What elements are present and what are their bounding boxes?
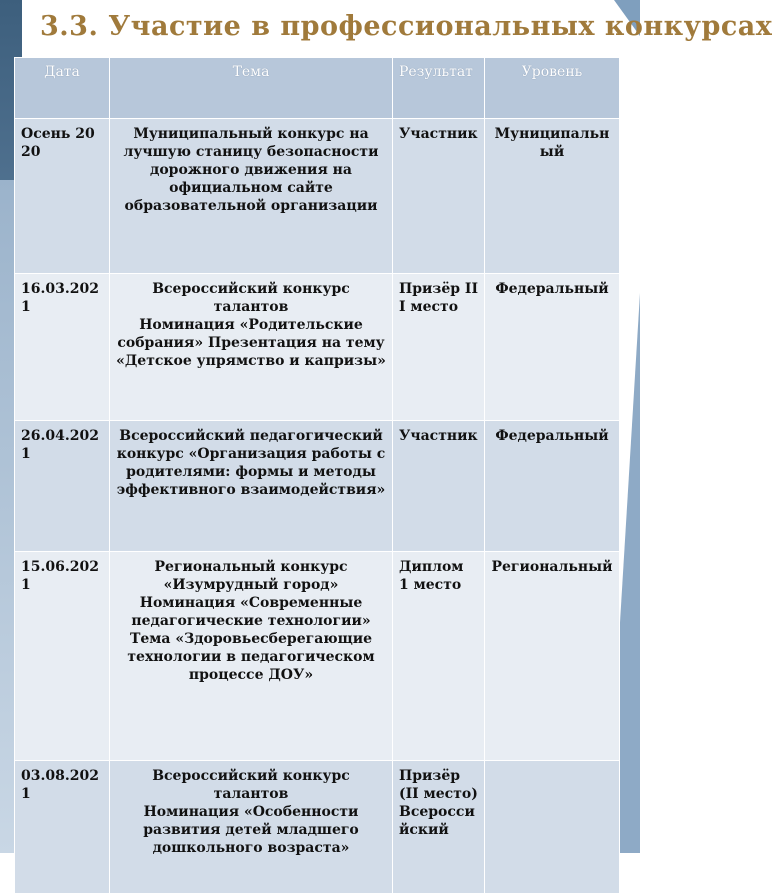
table-row [15,552,620,761]
cell-level: Федеральный [485,421,620,552]
header-topic: Тема [110,58,393,119]
cell-level: Федеральный [485,274,620,421]
cell-result: Диплом 1 место [393,552,485,761]
table-row [15,761,620,894]
cell-result: Участник [393,421,485,552]
left-decor-bar-light [0,180,14,853]
cell-topic: Всероссийский конкурс талантов Номинация «Родительские собрания» Презентация на тему «Детское упрямство и капризы» [110,274,393,421]
cell-topic: Всероссийский конкурс талантов Номинация «Особенности развития детей младшего дошкольного возраста» [110,761,393,894]
header-date: Дата [15,58,110,119]
cell-date: 03.08.2021 [15,761,110,894]
table-header-row [15,58,620,119]
contests-table [14,57,620,894]
cell-level [485,761,620,894]
cell-result: Призёр III место [393,274,485,421]
cell-date: 15.06.2021 [15,552,110,761]
header-result: Результат [393,58,485,119]
cell-topic: Всероссийский педагогический конкурс «Организация работы с родителями: формы и методы эффективного взаимодействия» [110,421,393,552]
cell-topic: Муниципальный конкурс на лучшую станицу безопасности дорожного движения на официальном сайте образовательной организации [110,119,393,274]
contests-table-container [14,57,619,856]
cell-topic: Региональный конкурс «Изумрудный город» Номинация «Современные педагогические технологии» Тема «Здоровьесберегающие технологии в педагогическом процессе ДОУ» [110,552,393,761]
cell-level: Региональный [485,552,620,761]
cell-date: 16.03.2021 [15,274,110,421]
table-row [15,119,620,274]
header-level: Уровень [485,58,620,119]
cell-date: 26.04.2021 [15,421,110,552]
cell-result: Участник [393,119,485,274]
table-row [15,274,620,421]
cell-date: Осень 2020 [15,119,110,274]
slide-title: 3.3. Участие в профессиональных конкурсах [40,11,772,42]
cell-level: Муниципальный [485,119,620,274]
table-row [15,421,620,552]
cell-result: Призёр (II место) Всероссийский [393,761,485,894]
